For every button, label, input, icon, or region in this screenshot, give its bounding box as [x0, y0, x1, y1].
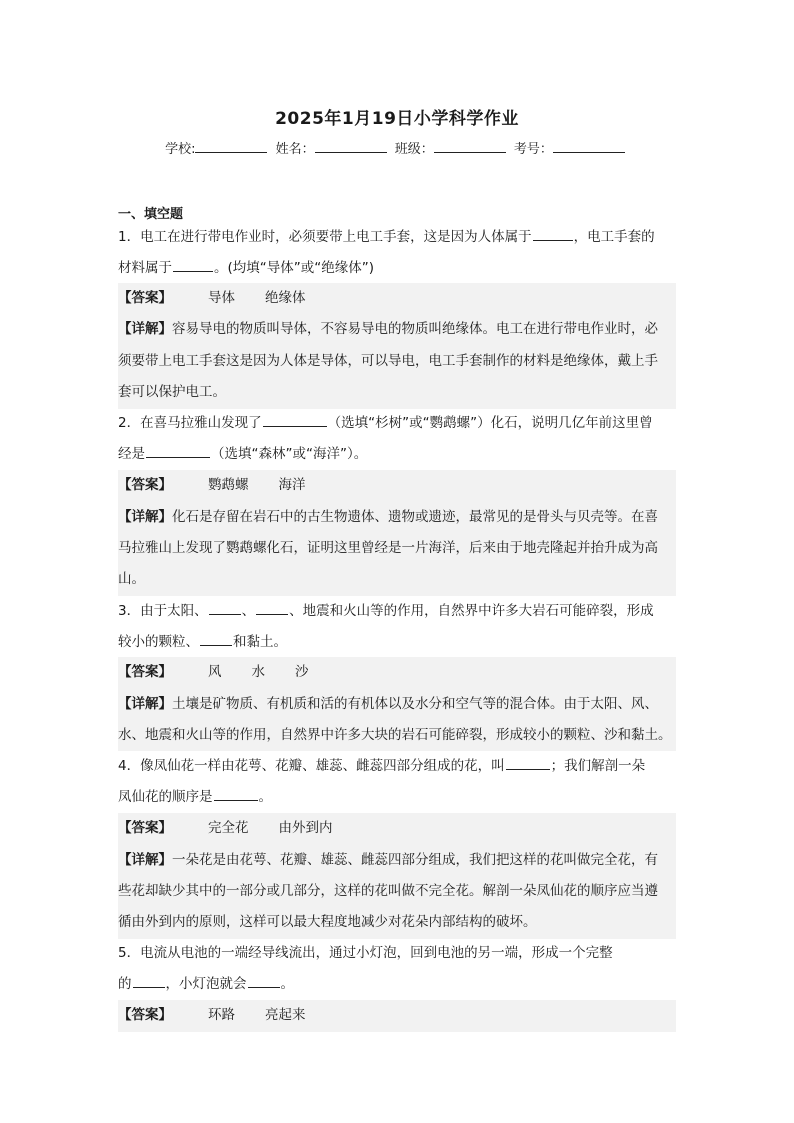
q5-blank-1[interactable]	[133, 974, 165, 988]
q2-text: （选填“森林”或“海洋”）。	[211, 446, 368, 462]
q3-text: 、地震和火山等的作用，自然界中许多大岩石可能碎裂，形成	[289, 603, 654, 619]
q3-text: 3．由于太阳、	[118, 603, 208, 619]
detail-text: 化石是存留在岩石中的古生物遗体、遗物或遗迹，最常见的是骨头与贝壳等。在喜	[172, 509, 658, 525]
detail-label: 【详解】	[118, 321, 172, 337]
answer-value: 由外到内	[278, 820, 333, 836]
q1-blank-2[interactable]	[173, 258, 213, 272]
answer-value: 海洋	[278, 477, 306, 493]
q3-blank-2[interactable]	[256, 601, 288, 615]
name-blank[interactable]	[315, 140, 387, 153]
q1-text: 。(均填“导体”或“绝缘体”)	[214, 260, 375, 276]
q2-text: （选填“杉树”或“鹦鹉螺”）化石，说明几亿年前这里曾	[327, 415, 653, 431]
q3-blank-3[interactable]	[200, 632, 232, 646]
q1-stem-line1	[118, 222, 678, 253]
detail-text: 土壤是矿物质、有机质和活的有机体以及水分和空气等的混合体。由于太阳、风、	[172, 696, 658, 712]
detail-label: 【详解】	[118, 696, 172, 712]
q4-text: ；我们解剖一朵	[550, 758, 646, 774]
answer-value: 风	[208, 664, 222, 680]
answer-value: 亮起来	[265, 1007, 306, 1023]
q5-text: 。	[280, 976, 294, 992]
q1-text: 材料属于	[118, 260, 172, 276]
class-label: 班级：	[394, 142, 434, 157]
detail-text: 一朵花是由花萼、花瓣、雄蕊、雌蕊四部分组成，我们把这样的花叫做完全花，有	[172, 852, 658, 868]
q2-stem-line1	[118, 408, 678, 439]
q1-text: ，电工手套的	[573, 229, 655, 245]
q2-blank-1[interactable]	[263, 413, 327, 427]
exam-no-blank[interactable]	[553, 140, 625, 153]
answer-value: 绝缘体	[265, 290, 306, 306]
q3-detail-line2: 水、地震和火山等的作用，自然界中许多大块的岩石可能碎裂，形成较小的颗粒、沙和黏土。	[118, 727, 672, 743]
answer-value: 水	[251, 664, 265, 680]
class-blank[interactable]	[434, 140, 506, 153]
name-label: 姓名：	[275, 142, 315, 157]
q3-text: 、	[241, 603, 256, 619]
answer-value: 鹦鹉螺	[208, 477, 249, 493]
answer-value: 环路	[208, 1007, 235, 1023]
q2-stem-line2	[118, 439, 678, 470]
q5-text: 的	[118, 976, 132, 992]
answer-label: 【答案】	[118, 1007, 172, 1023]
exam-no-label: 考号：	[513, 142, 553, 157]
q3-detail-line1	[118, 689, 678, 720]
q3-answer	[118, 657, 678, 688]
q3-text: 较小的颗粒、	[118, 634, 199, 650]
answer-label: 【答案】	[118, 820, 172, 836]
q1-detail-line2: 须要带上电工手套这是因为人体是导体，可以导电，电工手套制作的材料是绝缘体，戴上手	[118, 353, 658, 369]
q2-detail-line3: 山。	[118, 571, 145, 587]
q2-detail-line1	[118, 502, 678, 533]
q1-stem-line2	[118, 253, 678, 284]
q4-stem-line2	[118, 782, 678, 813]
q5-stem-line2	[118, 969, 678, 1000]
q4-detail-line2: 些花却缺少其中的一部分或几部分，这样的花叫做不完全花。解剖一朵凤仙花的顺序应当遵	[118, 883, 658, 899]
detail-label: 【详解】	[118, 509, 172, 525]
detail-label: 【详解】	[118, 852, 172, 868]
q4-text: 。	[258, 789, 272, 805]
section-heading: 一、填空题	[118, 207, 184, 222]
q4-blank-2[interactable]	[214, 787, 258, 801]
q4-answer	[118, 813, 678, 844]
school-label: 学校:	[165, 142, 196, 157]
answer-value: 完全花	[208, 820, 249, 836]
q2-text: 2．在喜马拉雅山发现了	[118, 415, 262, 431]
q5-blank-2[interactable]	[248, 974, 280, 988]
q4-detail-line1	[118, 845, 678, 876]
answer-value: 导体	[208, 290, 235, 306]
q2-detail-line2: 马拉雅山上发现了鹦鹉螺化石，证明这里曾经是一片海洋，后来由于地壳隆起并抬升成为高	[118, 540, 658, 556]
q1-blank-1[interactable]	[533, 227, 573, 241]
q4-text: 4．像凤仙花一样由花萼、花瓣、雄蕊、雌蕊四部分组成的花，叫	[118, 758, 505, 774]
q3-text: 和黏土。	[233, 634, 287, 650]
q4-blank-1[interactable]	[506, 756, 550, 770]
answer-label: 【答案】	[118, 664, 172, 680]
q1-answer	[118, 283, 678, 314]
answer-value: 沙	[295, 664, 309, 680]
q3-blank-1[interactable]	[209, 601, 241, 615]
q4-detail-line3: 循由外到内的原则，这样可以最大程度地减少对花朵内部结构的破坏。	[118, 914, 537, 930]
q4-text: 凤仙花的顺序是	[118, 789, 213, 805]
q2-answer	[118, 470, 678, 501]
q2-text: 经是	[118, 446, 145, 462]
q5-stem-line1: 5．电流从电池的一端经导线流出，通过小灯泡，回到电池的另一端，形成一个完整	[118, 945, 613, 961]
q1-text: 1．电工在进行带电作业时，必须要带上电工手套，这是因为人体属于	[118, 229, 532, 245]
q5-text: ，小灯泡就会	[165, 976, 247, 992]
q3-stem-line1	[118, 596, 678, 627]
q4-stem-line1	[118, 751, 678, 782]
q3-stem-line2	[118, 627, 678, 658]
q1-detail-line3: 套可以保护电工。	[118, 384, 226, 400]
q5-answer	[118, 1000, 678, 1031]
answer-label: 【答案】	[118, 290, 172, 306]
answer-label: 【答案】	[118, 477, 172, 493]
school-blank[interactable]	[195, 140, 267, 153]
page-title: 2025年1月19日小学科学作业	[275, 109, 519, 129]
q1-detail-line1	[118, 314, 678, 345]
q2-blank-2[interactable]	[146, 444, 210, 458]
detail-text: 容易导电的物质叫导体，不容易导电的物质叫绝缘体。电工在进行带电作业时，必	[172, 321, 658, 337]
student-info-line	[0, 138, 794, 157]
